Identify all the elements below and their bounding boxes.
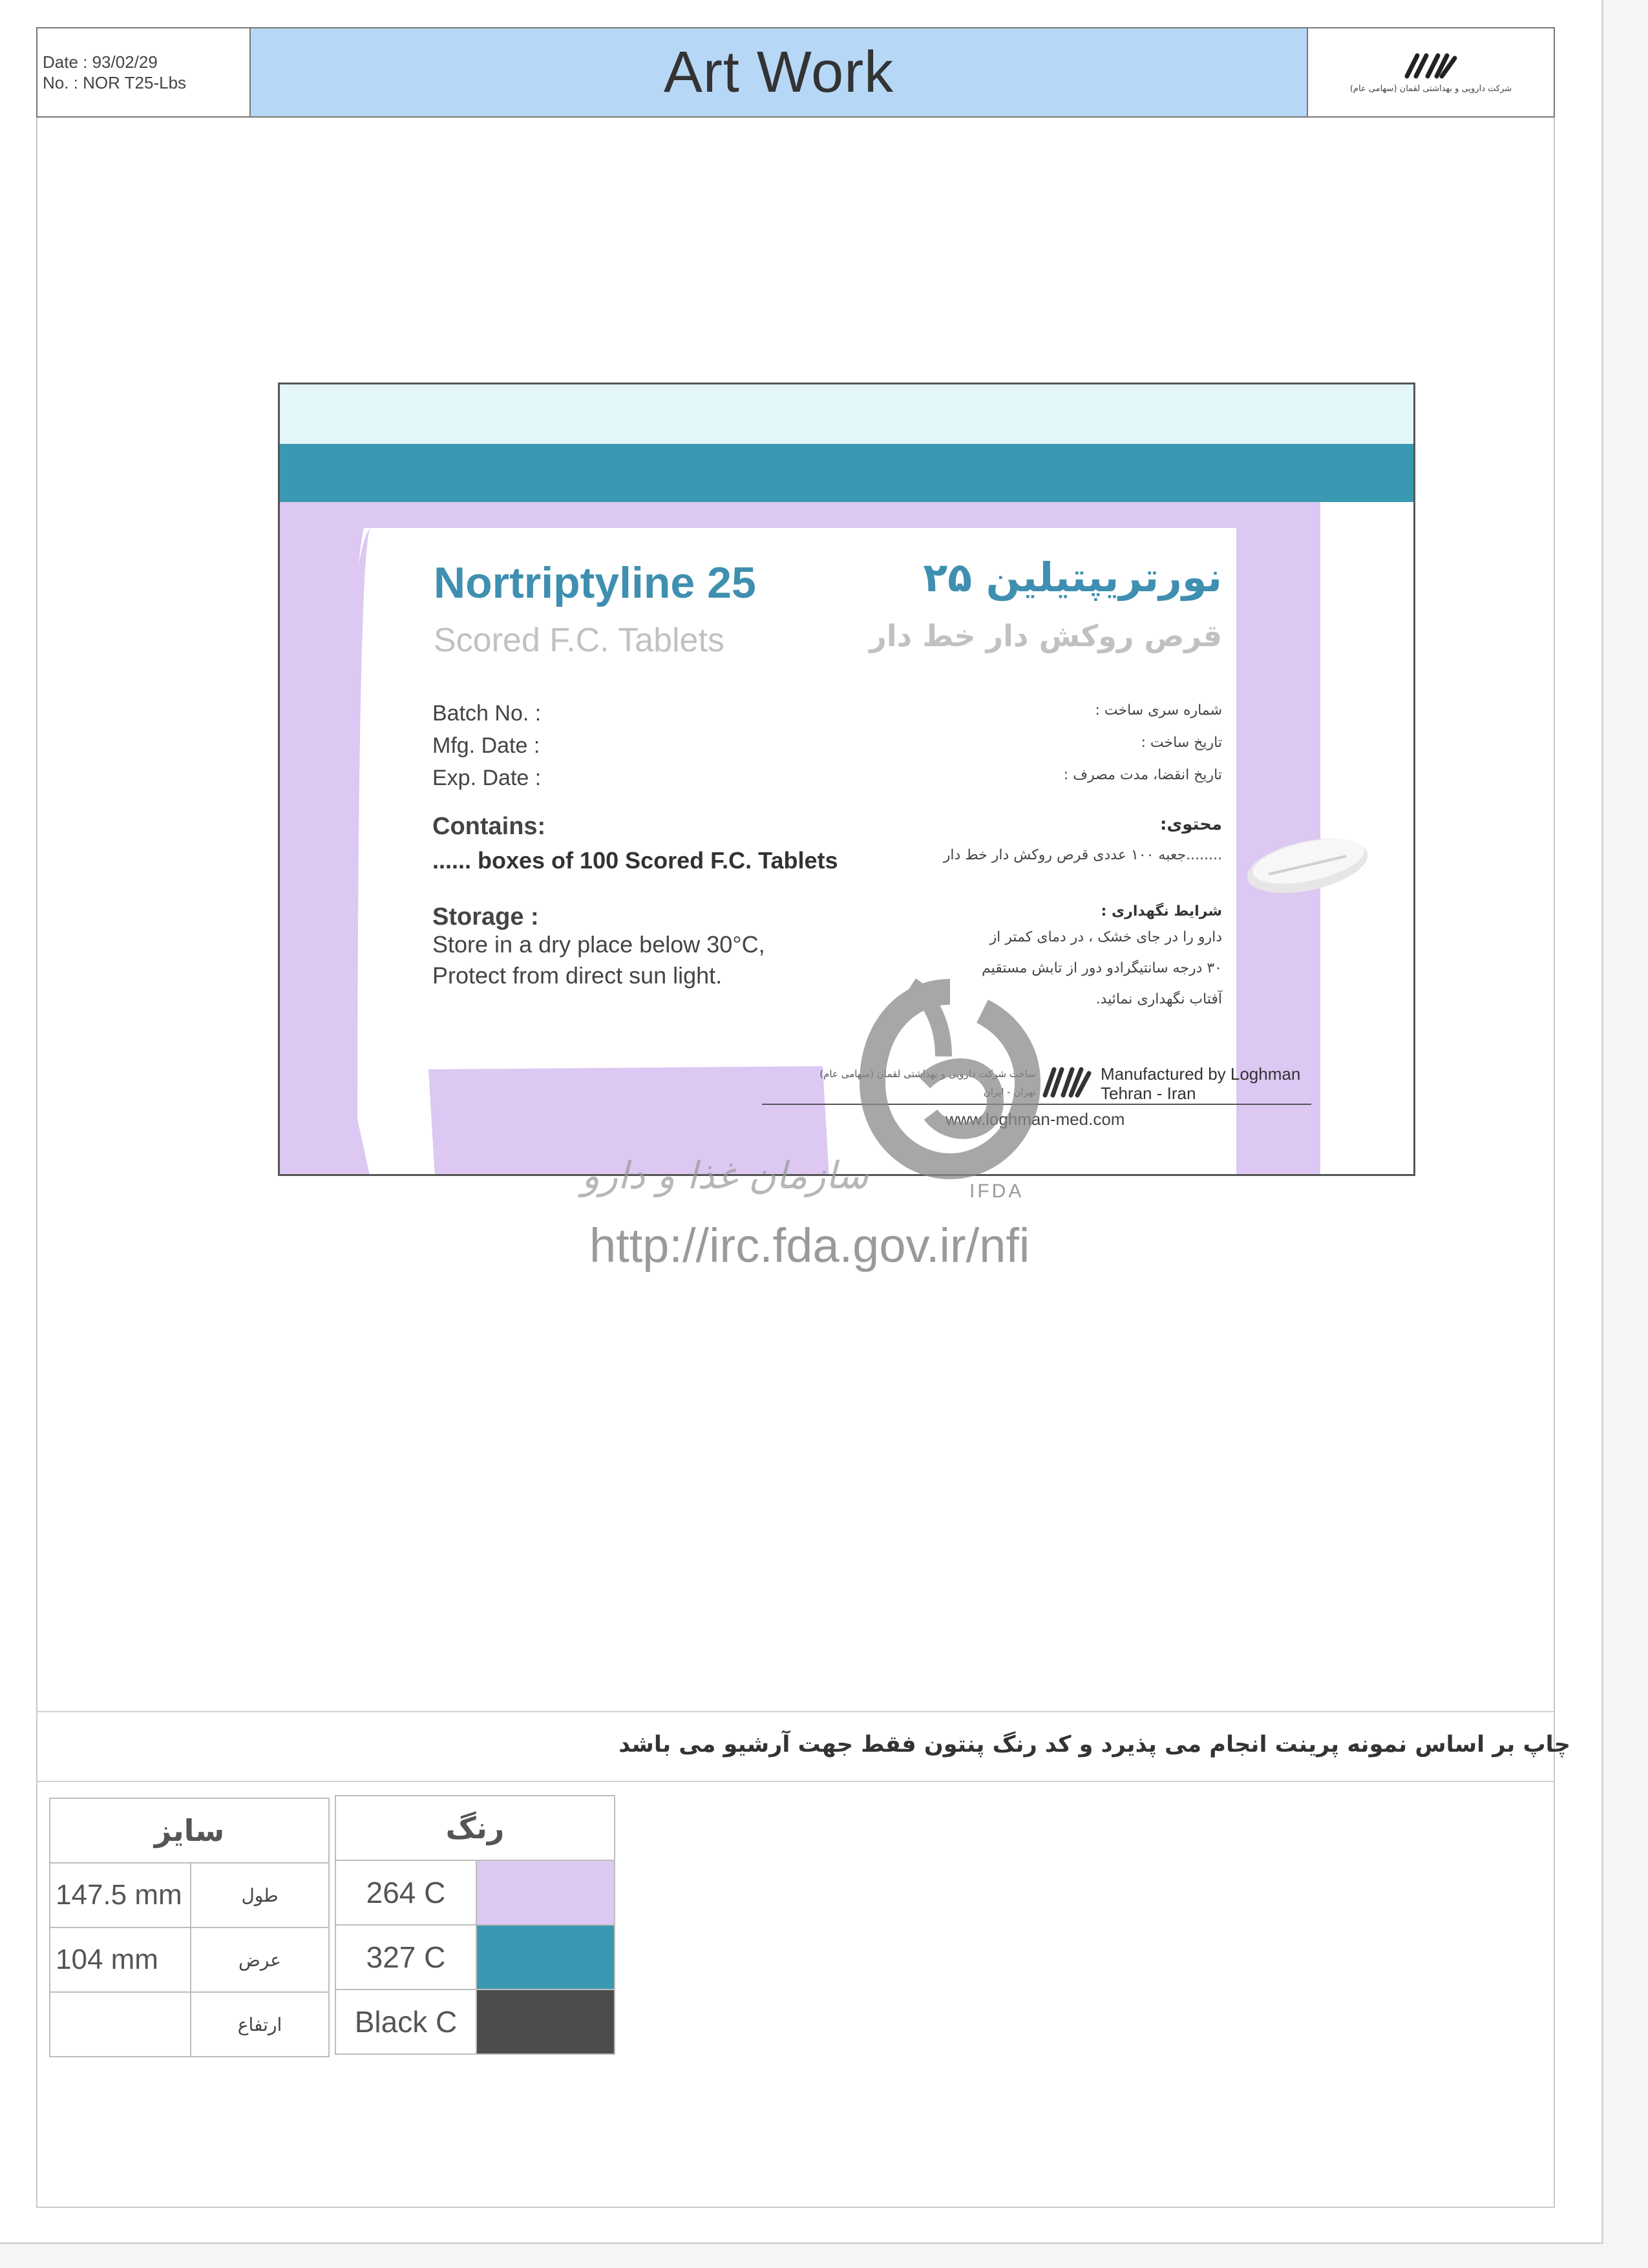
storage-fa-line-3: آفتاب نگهداری نمائید. <box>1095 991 1222 1007</box>
company-logo-box <box>1307 28 1554 116</box>
color-code-264: 264 C <box>335 1860 476 1925</box>
color-code-black: Black C <box>335 1990 476 2054</box>
mfg-date-en: Mfg. Date : <box>432 733 540 758</box>
header-info <box>37 28 251 116</box>
manufacturer-fa-line-1: ساخت شرکت دارویی و بهداشتی لقمان (سهامی عام) <box>819 1068 1036 1080</box>
artwork-label <box>278 383 1415 1176</box>
manufacturer-en-line-2: Tehran - Iran <box>1101 1084 1196 1103</box>
loghman-label-logo-icon <box>1041 1064 1093 1099</box>
color-swatch-327 <box>476 1925 615 1990</box>
storage-text-en <box>432 929 765 991</box>
batch-no-fa: شماره سری ساخت : <box>1095 702 1222 719</box>
size-length-label: طول <box>191 1863 329 1927</box>
header-title: Art Work <box>251 28 1307 116</box>
ifda-emblem-icon <box>853 972 1047 1192</box>
manufacturer-en <box>1101 1064 1300 1103</box>
exp-date-en: Exp. Date : <box>432 766 542 790</box>
note-bottom-divider <box>37 1781 1554 1782</box>
manufacturer-en-line-1: Manufactured by Loghman <box>1101 1064 1301 1084</box>
product-form-en: Scored F.C. Tablets <box>434 622 724 659</box>
product-name-fa: نورتریپتیلین ۲۵ <box>923 554 1222 601</box>
size-height-value <box>50 1992 191 2057</box>
watermark-url: http://irc.fda.gov.ir/nfi <box>589 1219 1030 1272</box>
contains-text-fa: ........جعبه ۱۰۰ عددی قرص روکش دار خط دار <box>943 847 1222 863</box>
storage-fa-line-2: ۳۰ درجه سانتیگرادو دور از تابش مستقیم <box>981 960 1222 976</box>
color-swatch-black <box>476 1990 615 2054</box>
storage-heading-fa: شرایط نگهداری : <box>1101 903 1222 919</box>
batch-no-en: Batch No. : <box>432 701 542 726</box>
storage-fa-line-1: دارو را در جای خشک ، در دمای کمتر از <box>989 929 1222 945</box>
size-width-label: عرض <box>191 1927 329 1992</box>
size-table <box>49 1798 330 2057</box>
size-table-heading: سایز <box>50 1798 329 1863</box>
product-name-en: Nortriptyline 25 <box>434 558 756 607</box>
color-table-heading: رنگ <box>335 1796 615 1860</box>
print-note: چاپ بر اساس نمونه پرینت انجام می پذیرد و کد رنگ پنتون فقط جهت آرشیو می باشد <box>618 1732 1570 1758</box>
number-text: No. : NOR T25-Lbs <box>43 73 187 92</box>
size-height-label: ارتفاع <box>191 1992 329 2057</box>
contains-heading-fa: محتوی: <box>1160 815 1222 834</box>
date-text: Date : 93/02/29 <box>43 52 158 72</box>
size-width-value: 104 mm <box>50 1927 191 1992</box>
storage-heading-en: Storage : <box>432 903 539 930</box>
storage-line-2: Protect from direct sun light. <box>432 962 723 989</box>
loghman-logo-icon <box>1402 52 1460 80</box>
color-table <box>335 1795 615 2055</box>
watermark-org-fa: سازمان غذا و دارو <box>582 1153 869 1197</box>
color-code-327: 327 C <box>335 1925 476 1990</box>
color-swatch-264 <box>476 1860 615 1925</box>
storage-line-1: Store in a dry place below 30°C, <box>432 931 765 958</box>
manufacturer-fa-line-2: تهران - ایران <box>983 1086 1036 1098</box>
artwork-header <box>36 27 1555 118</box>
tablet-image <box>1236 817 1385 914</box>
contains-text-en: ...... boxes of 100 Scored F.C. Tablets <box>432 847 838 874</box>
watermark-acronym: IFDA <box>969 1181 1024 1202</box>
exp-date-fa: تاریخ انقضا، مدت مصرف : <box>1063 767 1222 783</box>
company-name: شرکت دارویی و بهداشتی لقمان (سهامی عام) <box>1349 83 1512 94</box>
product-form-fa: قرص روکش دار خط دار <box>869 618 1222 653</box>
website-text: www.loghman-med.com <box>945 1109 1125 1129</box>
size-length-value: 147.5 mm <box>50 1863 191 1927</box>
contains-heading-en: Contains: <box>432 813 546 840</box>
mfg-date-fa: تاریخ ساخت : <box>1141 735 1222 751</box>
note-top-divider <box>37 1711 1554 1712</box>
